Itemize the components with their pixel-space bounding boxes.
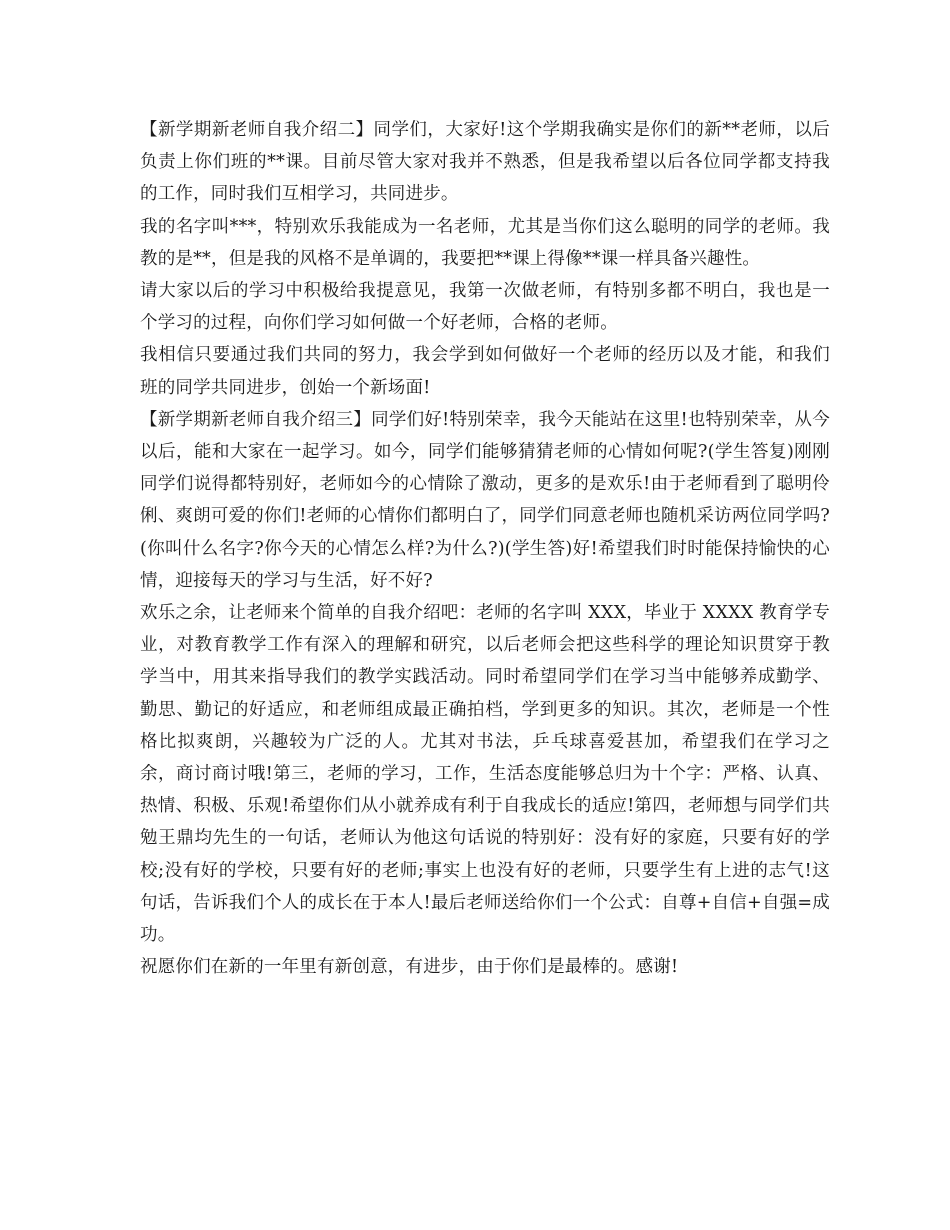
paragraph-closing: 祝愿你们在新的一年里有新创意，有进步，由于你们是最棒的。感谢! <box>140 957 679 978</box>
paragraph-intro-three: 【新学期新老师自我介绍三】同学们好!特别荣幸，我今天能站在这里!也特别荣幸，从今以后，能和大家在一起学习。如今，同学们能够猜猜老师的心情如何呢?(学生答复)刚刚同学们说得都特别好，老师如今的心情除了激动，更多的是欢乐!由于老师看到了聪明伶俐、爽朗可爱的你们!老师的心情你们都明白了，同学们同意老师也随机采访两位同学吗?(你叫什么名字?你今天的心情怎么样?为什么?)(学生答)好!希望我们时时能保持愉快的心情，迎接每天的学习与生活，好不好? <box>140 409 830 591</box>
paragraph-intro-two: 【新学期新老师自我介绍二】同学们，大家好!这个学期我确实是你们的新**老师，以后负责上你们班的**课。目前尽管大家对我并不熟悉，但是我希望以后各位同学都支持我的工作，同时我们互相学习，共同进步。 <box>140 120 830 205</box>
paragraph-name: 我的名字叫***，特别欢乐我能成为一名老师，尤其是当你们这么聪明的同学的老师。我教的是**，但是我的风格不是单调的，我要把**课上得像**课一样具备兴趣性。 <box>140 216 830 269</box>
document-body <box>140 114 830 983</box>
paragraph-suggestions: 请大家以后的学习中积极给我提意见，我第一次做老师，有特别多都不明白，我也是一个学习的过程，向你们学习如何做一个好老师，合格的老师。 <box>140 281 830 334</box>
paragraph-belief: 我相信只要通过我们共同的努力，我会学到如何做好一个老师的经历以及才能，和我们班的同学共同进步，创始一个新场面! <box>140 345 830 398</box>
paragraph-self-introduction: 欢乐之余，让老师来个简单的自我介绍吧：老师的名字叫 XXX，毕业于 XXXX 教育学专业，对教育教学工作有深入的理解和研究，以后老师会把这些科学的理论知识贯穿于教学当中，用其来指导我们的教学实践活动。同时希望同学们在学习当中能够养成勤学、勤思、勤记的好适应，和老师组成最正确拍档，学到更多的知识。其次，老师是一个性格比拟爽朗，兴趣较为广泛的人。尤其对书法，乒乓球喜爱甚加，希望我们在学习之余，商讨商讨哦!第三，老师的学习，工作，生活态度能够总归为十个字：严格、认真、热情、积极、乐观!希望你们从小就养成有利于自我成长的适应!第四，老师想与同学们共勉王鼎均先生的一句话，老师认为他这句话说的特别好：没有好的家庭，只要有好的学校;没有好的学校，只要有好的老师;事实上也没有好的老师，只要学生有上进的志气!这句话，告诉我们个人的成长在于本人!最后老师送给你们一个公式：自尊+自信+自强=成功。 <box>140 603 830 946</box>
